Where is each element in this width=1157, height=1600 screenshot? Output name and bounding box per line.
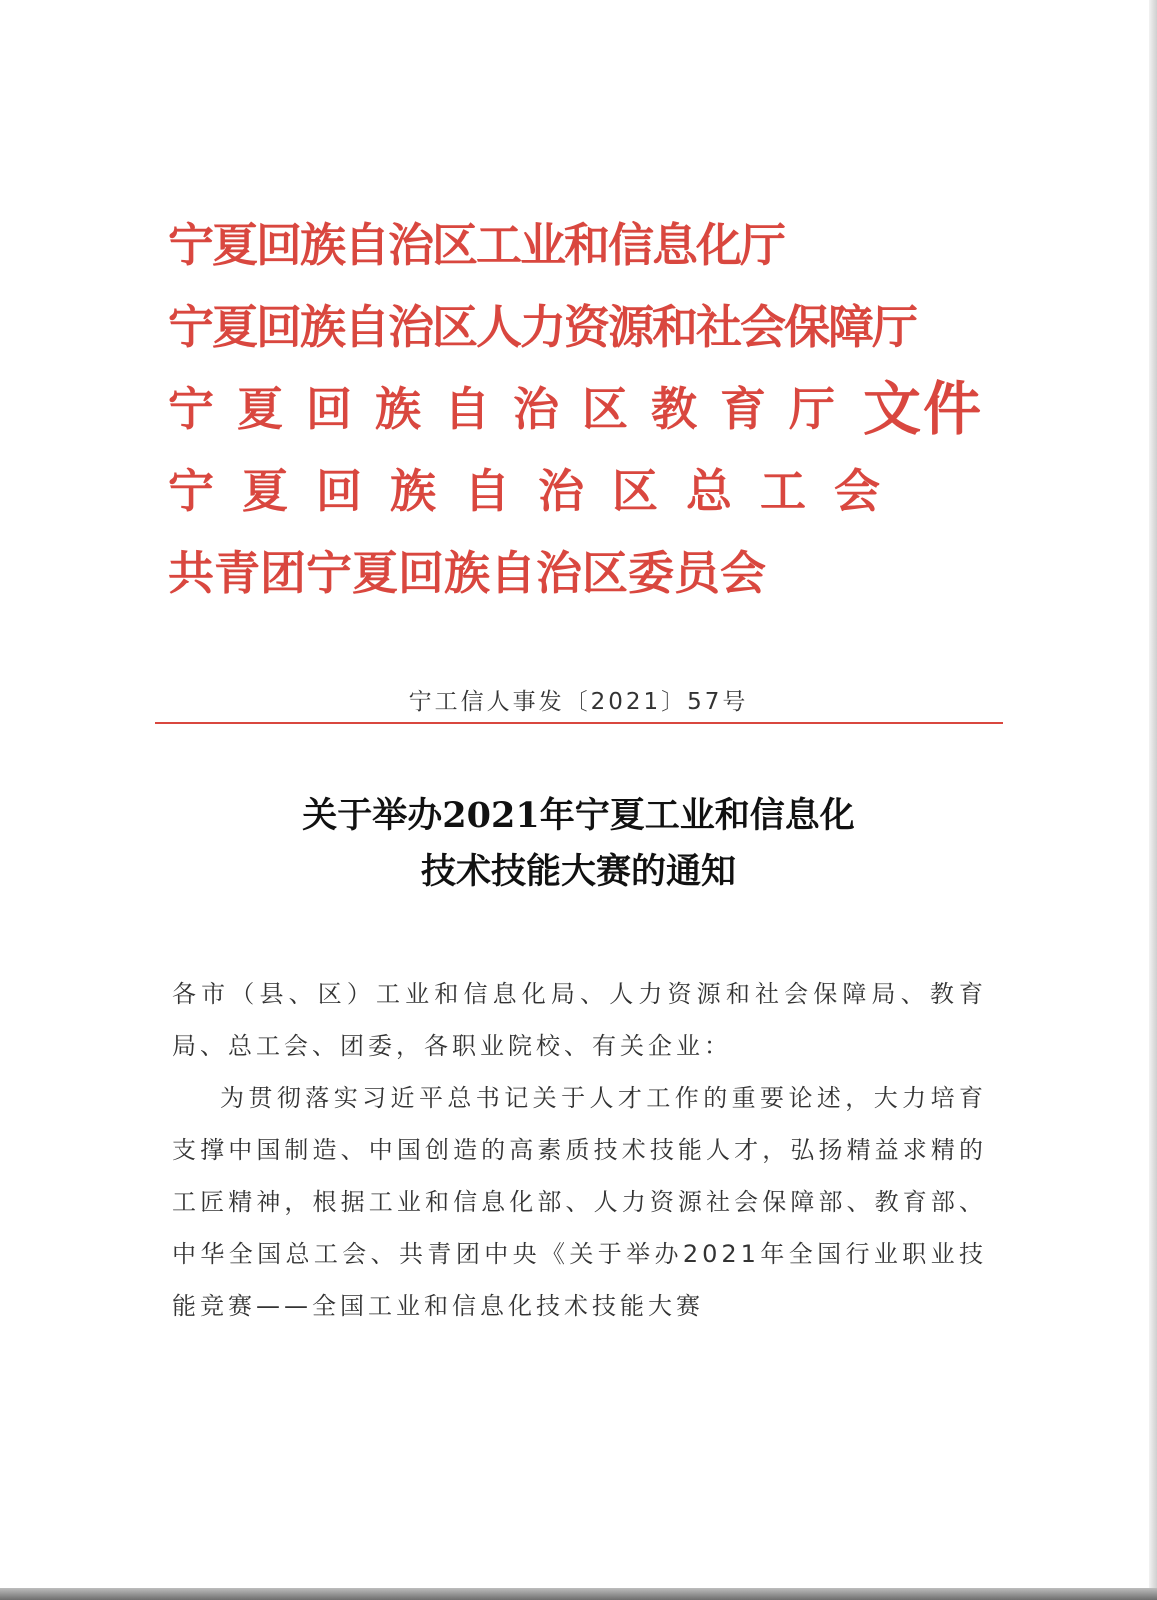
document-title-line-2: 技术技能大赛的通知 — [420, 851, 736, 892]
document-suffix: 文件 — [863, 375, 984, 443]
org-line-industry: 宁夏回族自治区工业和信息化厅 — [168, 218, 784, 272]
document-title — [0, 788, 1157, 900]
org-line-youth-league: 共青团宁夏回族自治区委员会 — [168, 546, 766, 600]
document-number: 宁工信人事发〔2021〕57号 — [408, 689, 749, 715]
org-line-hr: 宁夏回族自治区人力资源和社会保障厅 — [168, 300, 916, 354]
document-body — [172, 968, 987, 1332]
red-divider-line — [155, 722, 1003, 724]
issuing-authorities-header — [168, 210, 1028, 615]
org-line-education: 宁夏回族自治区教育厅 — [168, 382, 858, 436]
addressees: 各市（县、区）工业和信息化局、人力资源和社会保障局、教育局、总工会、团委，各职业院校、有关企业： — [172, 980, 987, 1060]
scan-edge-bottom — [0, 1588, 1157, 1600]
document-title-line-1: 关于举办2021年宁夏工业和信息化 — [302, 795, 855, 836]
body-paragraph-1: 为贯彻落实习近平总书记关于人才工作的重要论述，大力培育支撑中国制造、中国创造的高素质技术技能人才，弘扬精益求精的工匠精神，根据工业和信息化部、人力资源社会保障部、教育部、中华全国总工会、共青团中央《关于举办2021年全国行业职业技能竞赛——全国工业和信息化技术技能大赛 — [172, 1084, 987, 1320]
org-line-union: 宁夏回族自治区总工会 — [168, 464, 908, 518]
